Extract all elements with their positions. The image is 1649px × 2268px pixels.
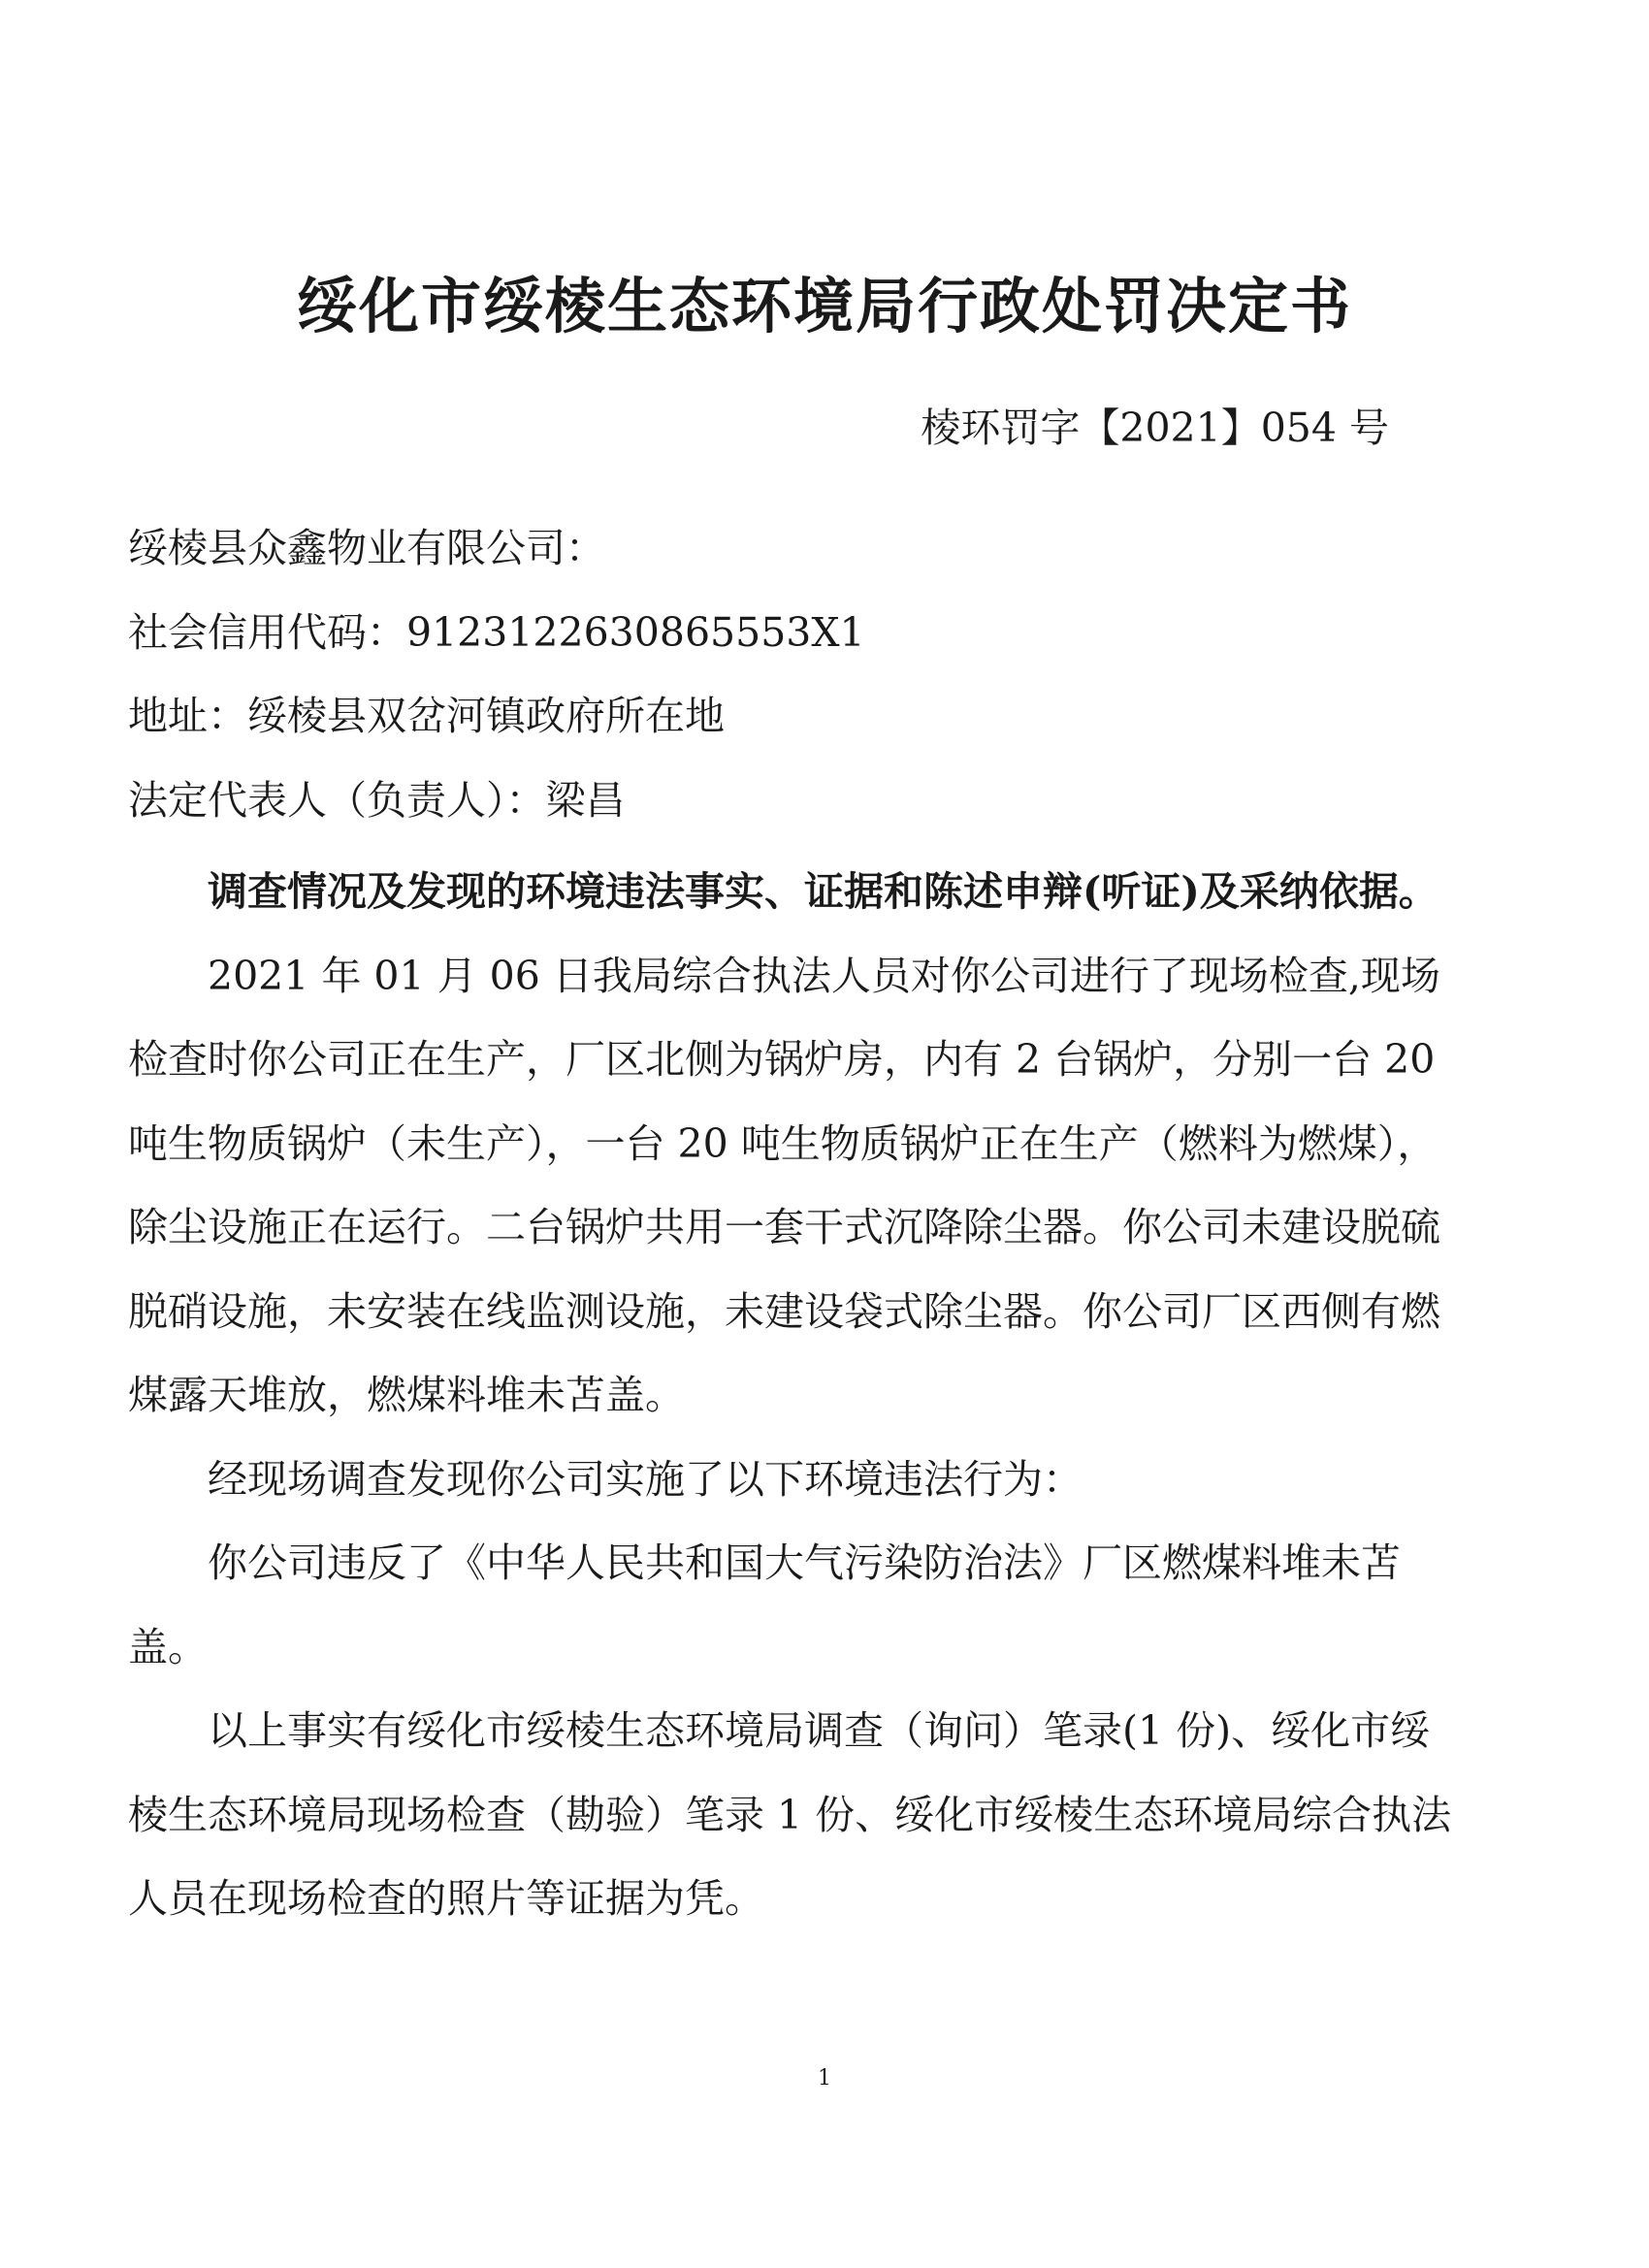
page-number: 1 [818, 2066, 831, 2090]
paragraph-findings-intro: 经现场调查发现你公司实施了以下环境违法行为： [208, 1455, 1083, 1503]
address-line: 地址：绥棱县双岔河镇政府所在地 [128, 693, 725, 739]
paragraph-inspection: 2021 年 01 月 06 日我局综合执法人员对你公司进行了现场检查,现场检查时你公司正在生产，厂区北侧为锅炉房，内有 2 台锅炉，分别一台 20 吨生物质锅炉（未生产），一台 20 吨生物质锅炉正在生产（燃料为燃煤），除尘设施正在运行。二台锅炉共用一套干式沉降除尘器。你公司未建设脱硫脱硝设施，未安装在线监测设施，未建设袋式除尘器。你公司厂区西侧有燃煤露天堆放，燃煤料堆未苫盖。 [128, 952, 1440, 1418]
document-title: 绥化市绥棱生态环境局行政处罚决定书 [296, 271, 1352, 341]
document-body [128, 506, 1467, 1941]
recipient-line: 绥棱县众鑫物业有限公司： [128, 525, 605, 571]
document-number: 棱环罚字【2021】054 号 [921, 405, 1389, 451]
paragraph-evidence: 以上事实有绥化市绥棱生态环境局调查（询问）笔录(1 份)、绥化市绥棱生态环境局现场检查（勘验）笔录 1 份、绥化市绥棱生态环境局综合执法人员在现场检查的照片等证据为凭。 [128, 1707, 1452, 1922]
section-heading: 调查情况及发现的环境违法事实、证据和陈述申辩(听证)及采纳依据。 [208, 868, 1439, 915]
paragraph-violation: 你公司违反了《中华人民共和国大气污染防治法》厂区燃煤料堆未苫盖。 [128, 1539, 1401, 1670]
credit-code-line: 社会信用代码：9123122630865553X1 [128, 608, 865, 656]
legal-representative-line: 法定代表人（负责人）：梁昌 [128, 776, 626, 824]
